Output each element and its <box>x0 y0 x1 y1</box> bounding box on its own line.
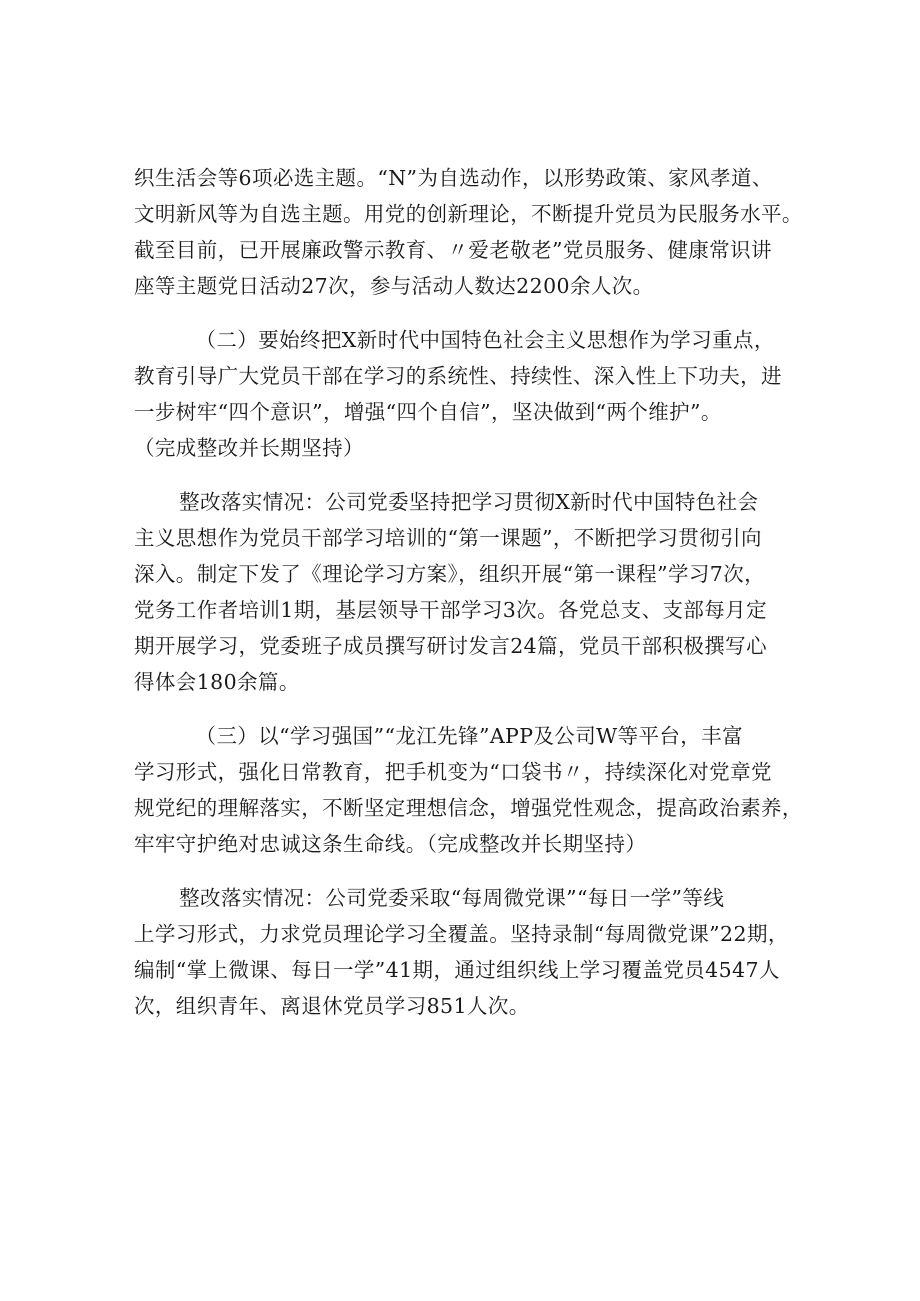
paragraph-rectification-two <box>134 484 806 700</box>
text-line: 上学习形式，力求党员理论学习全覆盖。坚持录制“每周微党课”22期， <box>134 922 789 946</box>
paragraph-item-three <box>134 718 806 862</box>
paragraph-item-two <box>134 322 806 466</box>
text-line: 规党纪的理解落实，不断坚定理想信念，增强党性观念，提高政治素养， <box>134 796 803 820</box>
text-line: （完成整改并长期坚持） <box>134 436 364 460</box>
paragraph-activities-summary <box>134 160 806 304</box>
text-line: （二）要始终把X新时代中国特色社会主义思想作为学习重点， <box>195 328 775 352</box>
text-line: （三）以“学习强国”“龙江先锋”APP及公司W等平台，丰富 <box>195 724 743 748</box>
text-line: 座等主题党日活动27次，参与活动人数达2200余人次。 <box>134 274 654 298</box>
text-line: 一步树牢“四个意识”，增强“四个自信”，坚决做到“两个维护”。 <box>134 400 722 424</box>
text-line: 整改落实情况：公司党委采取“每周微党课”“每日一学”等线 <box>179 886 725 910</box>
document-body <box>134 160 806 1042</box>
text-line: 主义思想作为党员干部学习培训的“第一课题”，不断把学习贯彻引向 <box>134 526 762 550</box>
text-line: 深入。制定下发了《理论学习方案》，组织开展“第一课程”学习7次， <box>134 562 766 586</box>
text-line: 教育引导广大党员干部在学习的系统性、持续性、深入性上下功夫，进 <box>134 364 782 388</box>
text-line: 得体会180余篇。 <box>134 670 300 694</box>
text-line: 截至目前，已开展廉政警示教育、〃爱老敬老”党员服务、健康常识讲 <box>134 238 772 262</box>
paragraph-rectification-three <box>134 880 806 1024</box>
text-line: 党务工作者培训1期，基层领导干部学习3次。各党总支、支部每月定 <box>134 598 767 622</box>
text-line: 学习形式，强化日常教育，把手机变为“口袋书〃，持续深化对党章党 <box>134 760 772 784</box>
text-line: 文明新风等为自选主题。用党的创新理论，不断提升党员为民服务水平。 <box>134 202 803 226</box>
text-line: 编制“掌上微课、每日一学”41期，通过组织线上学习覆盖党员4547人 <box>134 958 780 982</box>
text-line: 整改落实情况：公司党委坚持把学习贯彻X新时代中国特色社会 <box>179 490 759 514</box>
text-line: 期开展学习，党委班子成员撰写研讨发言24篇，党员干部积极撰写心 <box>134 634 767 658</box>
text-line: 牢牢守护绝对忠诚这条生命线。（完成整改并长期坚持） <box>134 832 647 856</box>
text-line: 次，组织青年、离退休党员学习851人次。 <box>134 994 530 1018</box>
text-line: 织生活会等6项必选主题。“N”为自选动作，以形势政策、家风孝道、 <box>134 166 773 190</box>
